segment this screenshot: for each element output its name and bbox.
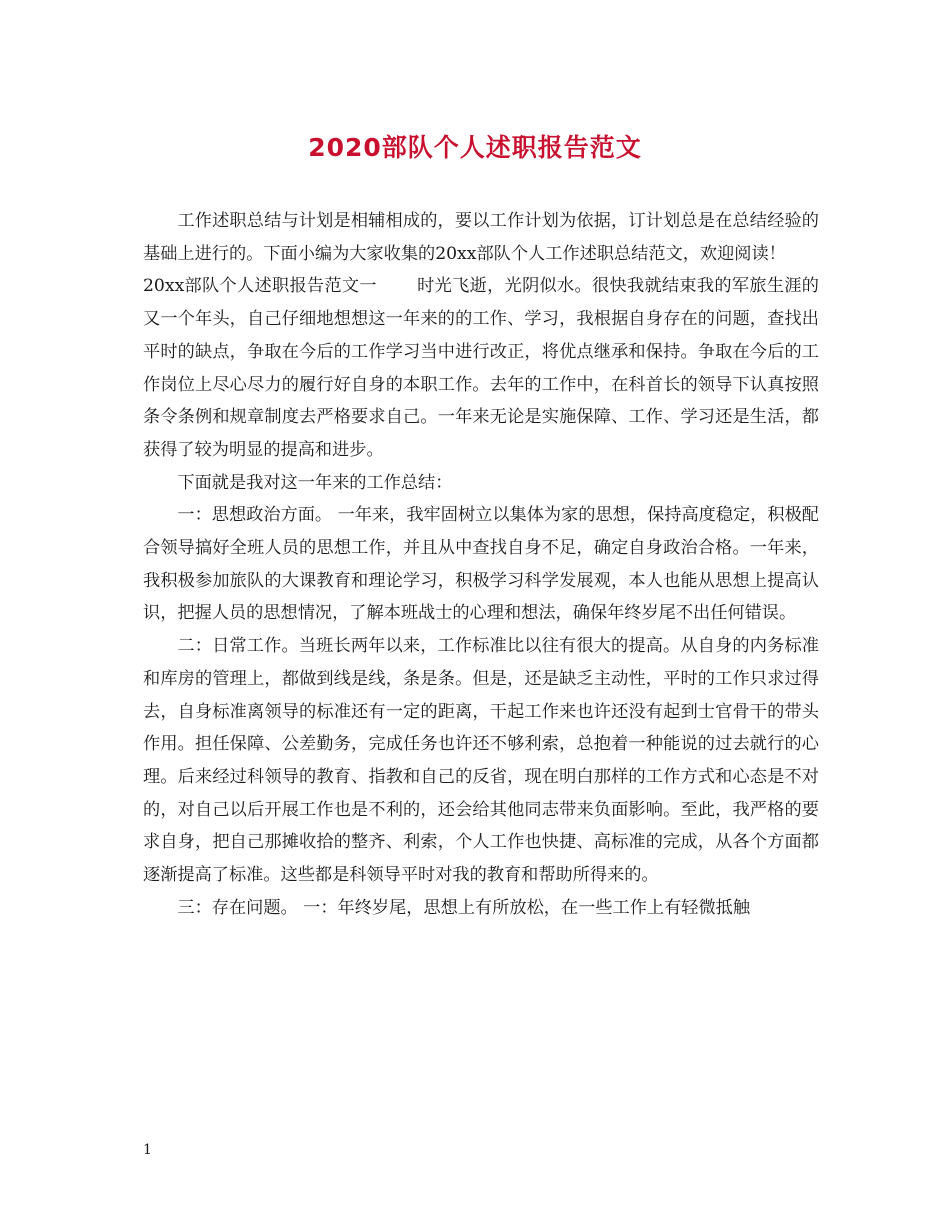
point1-paragraph: 一：思想政治方面。 一年来，我牢固树立以集体为家的思想，保持高度稳定，积极配合领导搞好全班人员的思想工作，并且从中查找自身不足，确定自身政治合格。一年来，我积极参加旅队的大课教育和理论学习，积极学习科学发展观，本人也能从思想上提高认识，把握人员的思想情况，了解本班战士的心理和想法，确保年终岁尾不出任何错误。	[143, 505, 819, 624]
section-heading: 20xx部队个人述职报告范文一	[143, 276, 377, 297]
section-text: 时光飞逝，光阴似水。很快我就结束我的军旅生涯的又一个年头，自己仔细地想想这一年来的的工作、学习，我根据自身存在的问题，查找出平时的缺点，争取在今后的工作学习当中进行改正，将优点继承和保持。争取在今后的工作岗位上尽心尽力的履行好自身的本职工作。去年的工作中，在科首长的领导下认真按照条令条例和规章制度去严格要求自己。一年来无论是实施保障、工作、学习还是生活，都获得了较为明显的提高和进步。	[143, 276, 819, 460]
point3-paragraph: 三：存在问题。 一：年终岁尾，思想上有所放松，在一些工作上有轻微抵触	[177, 897, 751, 918]
intro-paragraph: 工作述职总结与计划是相辅相成的，要以工作计划为依据，订计划总是在总结经验的基础上进行的。下面小编为大家收集的20xx部队个人工作述职总结范文，欢迎阅读！	[143, 211, 819, 264]
page-number: 1	[143, 1142, 152, 1158]
document-title: 2020部队个人述职报告范文	[308, 133, 642, 162]
section-paragraph	[143, 270, 819, 466]
document-body	[143, 205, 819, 924]
point2-paragraph: 二：日常工作。当班长两年以来，工作标准比以往有很大的提高。从自身的内务标准和库房的管理上，都做到线是线，条是条。但是，还是缺乏主动性，平时的工作只求过得去，自身标准离领导的标准还有一定的距离，干起工作来也许还没有起到士官骨干的带头作用。担任保障、公差勤务，完成任务也许还不够利索，总抱着一种能说的过去就行的心理。后来经过科领导的教育、指教和自己的反省，现在明白那样的工作方式和心态是不对的，对自己以后开展工作也是不利的，还会给其他同志带来负面影响。至此，我严格的要求自身，把自己那摊收拾的整齐、利索，个人工作也快捷、高标准的完成，从各个方面都逐渐提高了标准。这些都是科领导平时对我的教育和帮助所得来的。	[143, 636, 819, 886]
summary-intro-paragraph: 下面就是我对这一年来的工作总结：	[177, 472, 453, 493]
